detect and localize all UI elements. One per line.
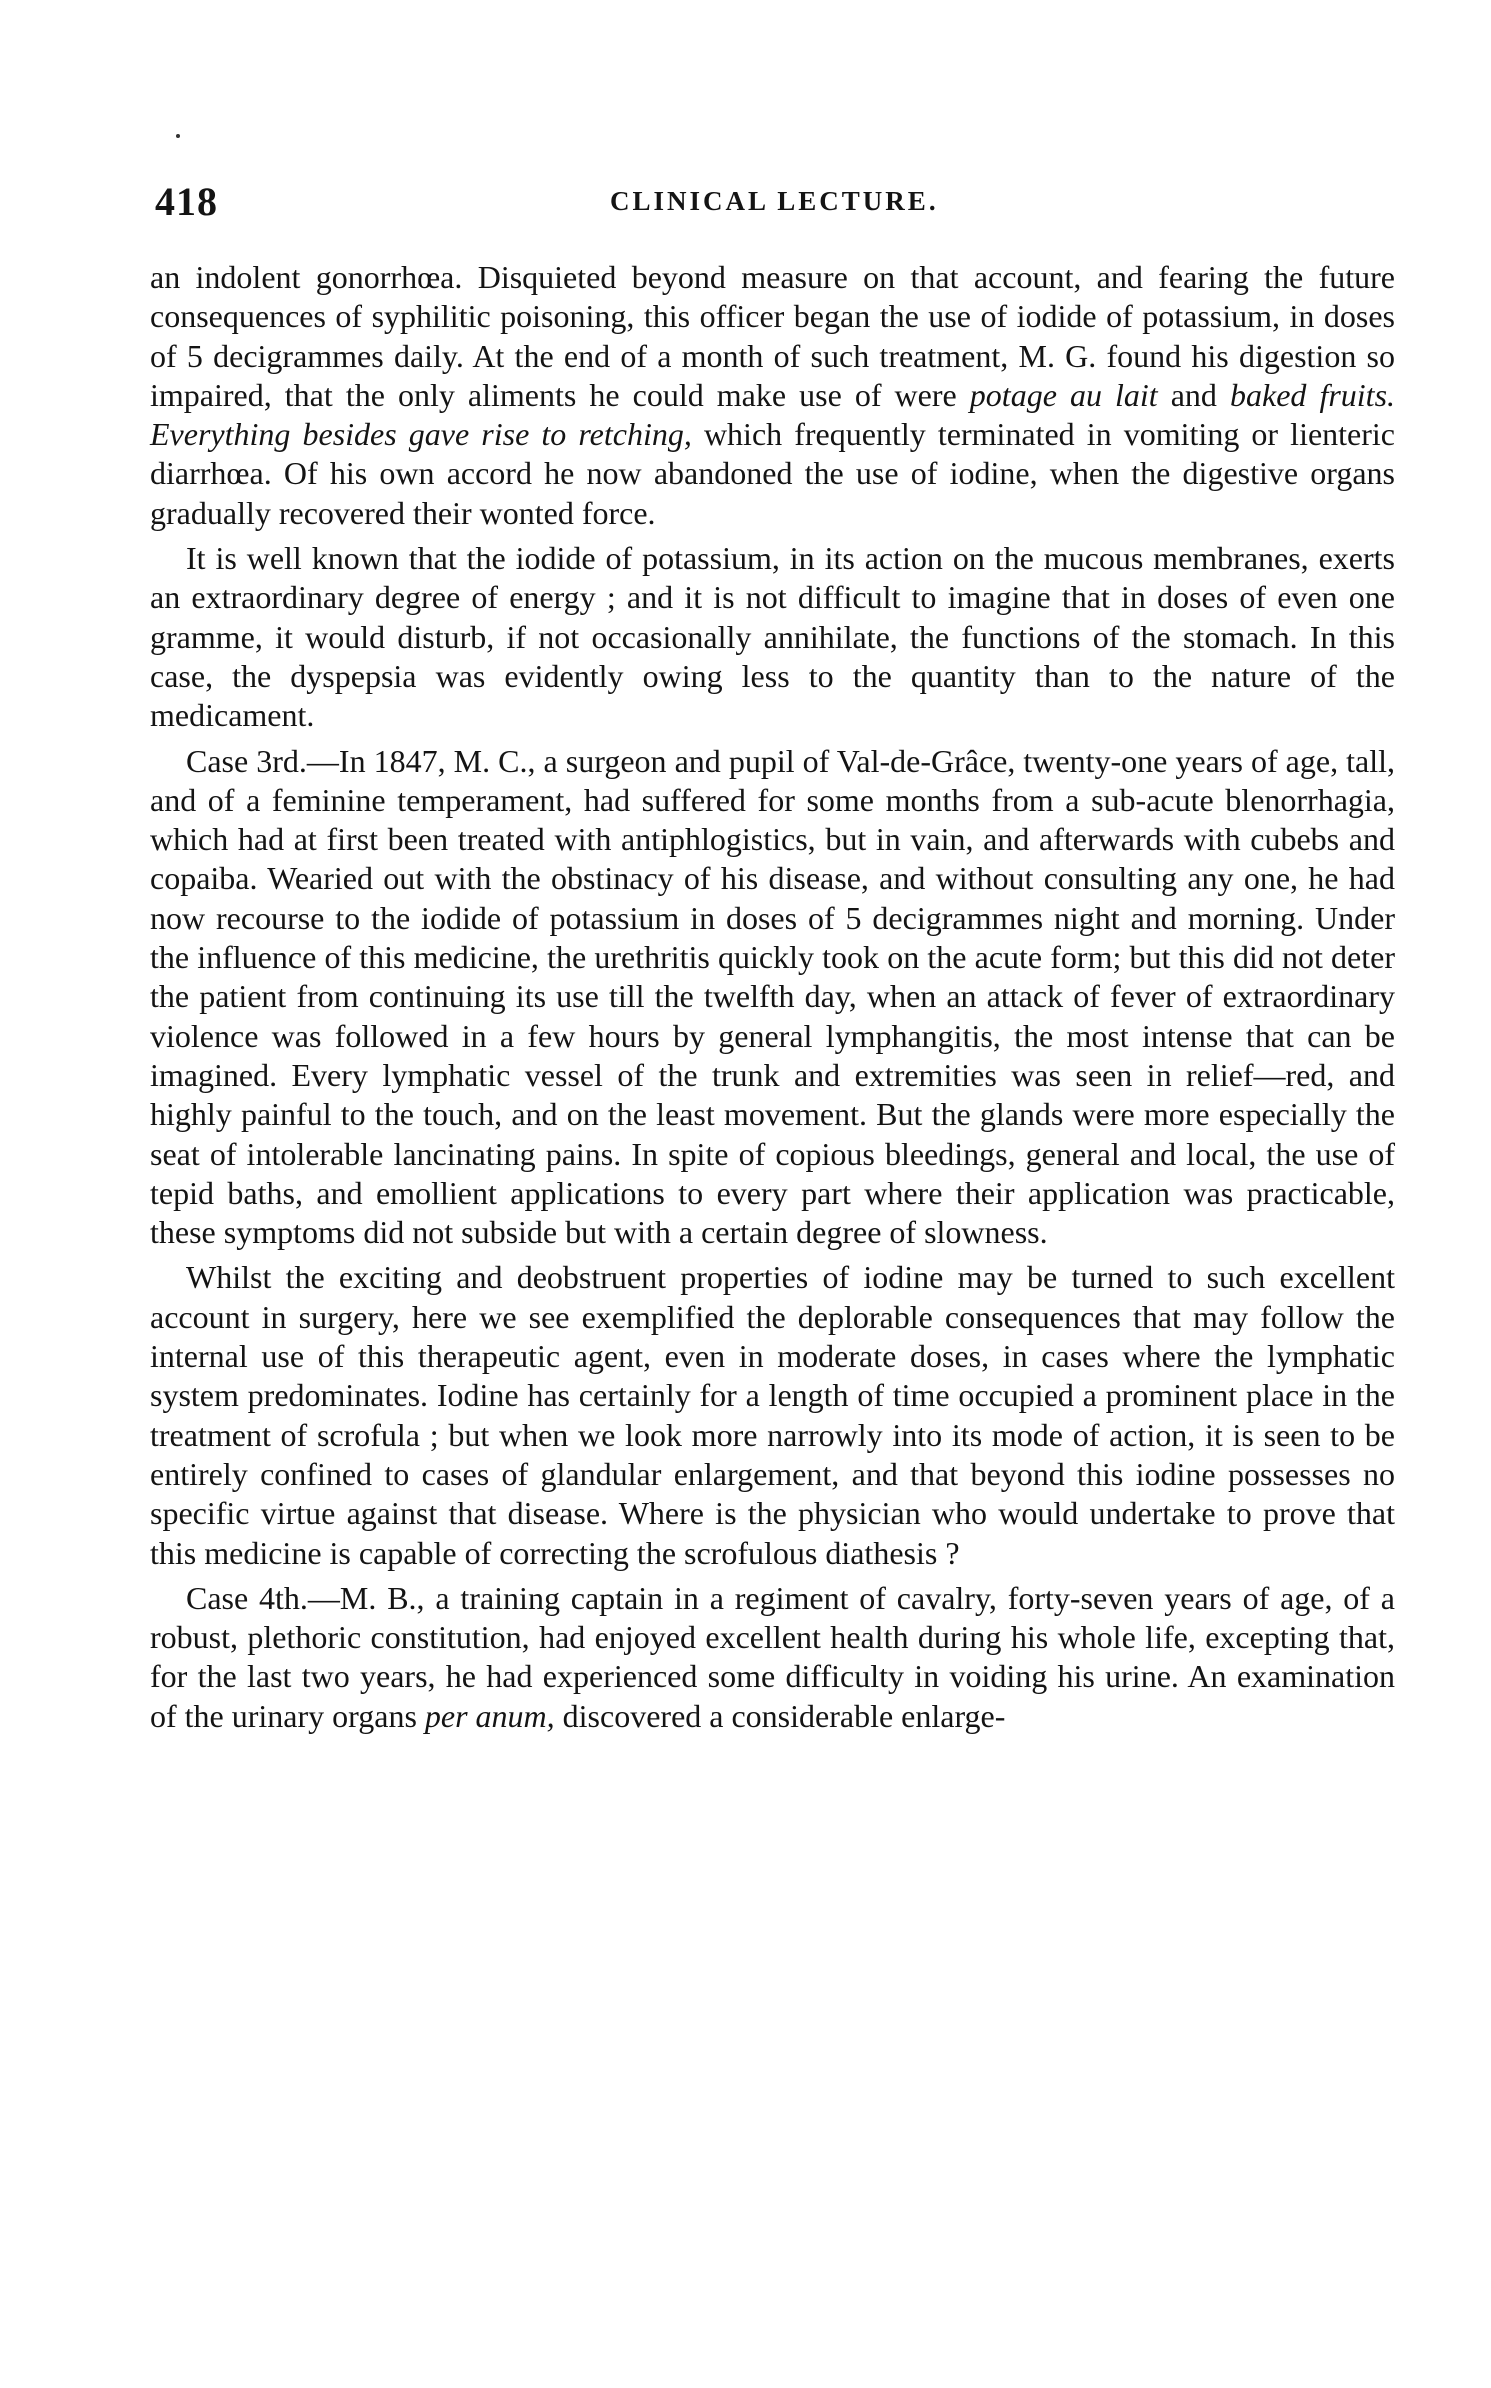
text-run: Case 4th.—M. B., a training captain in a regiment of cavalry, forty-seven years of age, of a robust, plethoric constitution, had enjoyed excellent health during his whole life, excepting that, for the last two years, he had experienced some difficulty in voiding his urine. An examination of the urinary organs <box>150 1579 1395 1734</box>
text-run: which frequently terminated in vomiting or lienteric diarrhœa. Of his own accord he now abandoned the use of iodine, when the digestive organs gradually recovered their wonted force. <box>150 416 1396 531</box>
page-header <box>155 178 1395 228</box>
italic-text: per anum, <box>424 1697 555 1734</box>
paragraph <box>150 539 1395 735</box>
body-text <box>150 258 1395 1736</box>
italic-text: baked fruits. Everything besides gave rise to retching, <box>150 376 1396 453</box>
paragraph <box>150 1579 1395 1736</box>
text-run: Case 3rd.—In 1847, M. C., a surgeon and pupil of Val-de-Grâce, twenty-one years of age, tall, and of a feminine temperament, had suffered for some months from a sub-acute blenorrhagia, which had at first been treated with antiphlogistics, but in vain, and afterwards with cubebs and copaiba. Wearied out with the obstinacy of his disease, and without consulting any one, he had now recourse to the iodide of potassium in doses of 5 decigrammes night and morning. Under the influence of this medicine, the urethritis quickly took on the acute form; but this did not deter the patient from continuing its use till the twelfth day, when an attack of fever of extraordinary violence was followed in a few hours by general lymphangitis, the most intense that can be imagined. Every lymphatic vessel of the trunk and extremities was seen in relief—red, and highly painful to the touch, and on the least movement. But the glands were more especially the seat of intolerable lancinating pains. In spite of copious bleedings, general and local, the use of tepid baths, and emollient applications to every part where their application was practicable, these symptoms did not subside but with a certain degree of slowness. <box>150 742 1395 1251</box>
page-number: 418 <box>155 179 218 224</box>
text-run: and <box>1157 376 1230 413</box>
running-head: CLINICAL LECTURE. <box>610 186 939 216</box>
text-run: Whilst the exciting and deobstruent properties of iodine may be turned to such excellent account in surgery, here we see exemplified the deplorable consequences that may follow the internal use of this therapeutic agent, even in moderate doses, in cases where the lymphatic system predominates. Iodine has certainly for a length of time occupied a prominent place in the treatment of scrofula ; but when we look more narrowly into its mode of action, it is seen to be entirely confined to cases of glandular enlargement, and that beyond this iodine possesses no specific virtue against that disease. Where is the physician who would undertake to prove that this medicine is capable of correcting the scrofulous diathesis ? <box>150 1259 1395 1571</box>
text-run: an indolent gonorrhœa. Disquieted beyond measure on that account, and fearing the future consequences of syphilitic poisoning, this officer began the use of iodide of potassium, in doses of 5 decigrammes daily. At the end of a month of such treatment, M. G. found his digestion so impaired, that the only aliments he could make use of were <box>150 259 1395 413</box>
paragraph <box>150 258 1395 533</box>
text-run: It is well known that the iodide of potassium, in its action on the mucous membranes, exerts an extraordinary degree of energy ; and it is not difficult to imagine that in doses of even one gramme, it would disturb, if not occasionally annihilate, the functions of the stomach. In this case, the dyspepsia was evidently owing less to the quantity than to the nature of the medicament. <box>150 540 1395 734</box>
paragraph <box>150 742 1395 1253</box>
paragraph <box>150 1258 1395 1572</box>
text-run: discovered a considerable enlarge- <box>554 1697 1006 1734</box>
speck <box>176 134 180 138</box>
italic-text: potage au lait <box>969 376 1158 413</box>
